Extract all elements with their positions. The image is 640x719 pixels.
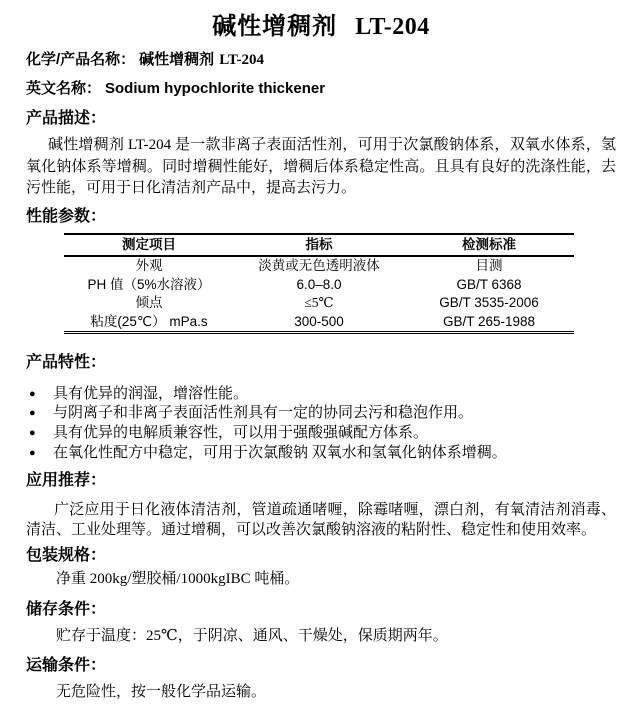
english-name-value: Sodium hypochlorite thickener [105, 80, 326, 97]
bullet-icon: ● [29, 387, 36, 400]
parameters-table-body [64, 256, 574, 333]
table-row [64, 256, 574, 276]
section-heading-application: 应用推荐： [26, 471, 107, 489]
feature-text: 与阴离子和非离子表面活性剂具有一定的协同去污和稳泡作用。 [53, 405, 474, 422]
table-cell-spec: 300-500 [294, 313, 344, 329]
feature-text: 具有优异的润湿，增溶性能。 [53, 385, 249, 402]
bullet-icon: ● [29, 446, 36, 459]
table-cell-standard: GB/T 6368 [456, 276, 522, 292]
chemical-name-value: 碱性增稠剂 [139, 51, 215, 68]
feature-list [26, 385, 616, 464]
table-cell-standard: 目测 [475, 258, 503, 273]
table-cell-spec: 6.0–8.0 [296, 276, 342, 292]
page-title-product-code: LT-204 [355, 14, 430, 40]
table-row [64, 294, 574, 313]
parameters-table [64, 233, 574, 334]
table-cell-spec: ≤5℃ [304, 295, 334, 310]
section-heading-transport: 运输条件： [26, 656, 107, 674]
english-name-line [26, 80, 616, 98]
packaging-text: 净重 200kg/塑胶桶/1000kgIBC 吨桶。 [56, 570, 300, 587]
table-cell-standard: GB/T 265-1988 [442, 313, 536, 329]
column-header-specification: 指标 [234, 234, 404, 256]
table-cell-item: PH 值（5%水溶液） [87, 276, 211, 292]
section-heading-storage: 储存条件： [26, 600, 107, 618]
list-item [26, 444, 616, 464]
section-heading-features: 产品特性： [26, 353, 107, 371]
section-heading-parameters: 性能参数： [26, 207, 107, 225]
parameters-table-header [64, 234, 574, 256]
list-item [26, 424, 616, 444]
page-title-chinese: 碱性增稠剂 [212, 13, 338, 40]
bullet-icon: ● [29, 427, 36, 440]
chemical-name-code: LT-204 [219, 52, 264, 68]
application-paragraph: 广泛应用于日化液体清洁剂，管道疏通啫喱，除霉啫喱，漂白剂，有氧清洁剂消毒、清洁、工业处理等。通过增稠，可以改善次氯酸钠溶液的粘附性、稳定性和使用效率。 [26, 501, 616, 539]
table-header-row [64, 234, 574, 256]
section-heading-packaging: 包装规格： [26, 546, 107, 564]
storage-text: 贮存于温度：25℃，于阴凉、通风、干燥处，保质期两年。 [56, 627, 448, 644]
bullet-icon: ● [29, 407, 36, 420]
feature-text: 在氧化性配方中稳定，可用于次氯酸钠 双氧水和氢氧化钠体系增稠。 [53, 444, 507, 461]
table-cell-item: 倾点 [135, 295, 163, 310]
english-name-label: 英文名称： [26, 80, 102, 97]
feature-text: 具有优异的电解质兼容性，可以用于强酸强碱配方体系。 [53, 425, 429, 442]
table-cell-spec: 淡黄或无色透明液体 [258, 258, 380, 273]
page-title [26, 10, 616, 44]
section-heading-description: 产品描述： [26, 110, 107, 127]
chemical-name-line [26, 51, 616, 69]
chemical-name-label: 化学/产品名称： [26, 51, 136, 68]
table-cell-standard: GB/T 3535-2006 [439, 295, 539, 310]
transport-text: 无危险性，按一般化学品运输。 [56, 683, 267, 700]
list-item [26, 385, 616, 405]
table-cell-item: 粘度(25℃） mPa.s [90, 313, 208, 329]
table-cell-item: 外观 [135, 258, 163, 273]
column-header-test-item: 测定项目 [64, 234, 234, 256]
table-row [64, 312, 574, 332]
column-header-test-standard: 检测标准 [404, 234, 574, 256]
description-paragraph: 碱性增稠剂 LT-204 是一款非离子表面活性剂，可用于次氯酸钠体系，双氧水体系，氢氧化钠体系等增稠。同时增稠性能好，增稠后体系稳定性高。且具有良好的洗涤性能，去污性能，可用于日化清洁剂产品中，提高去污力。 [26, 137, 616, 196]
list-item [26, 404, 616, 424]
table-row [64, 275, 574, 294]
